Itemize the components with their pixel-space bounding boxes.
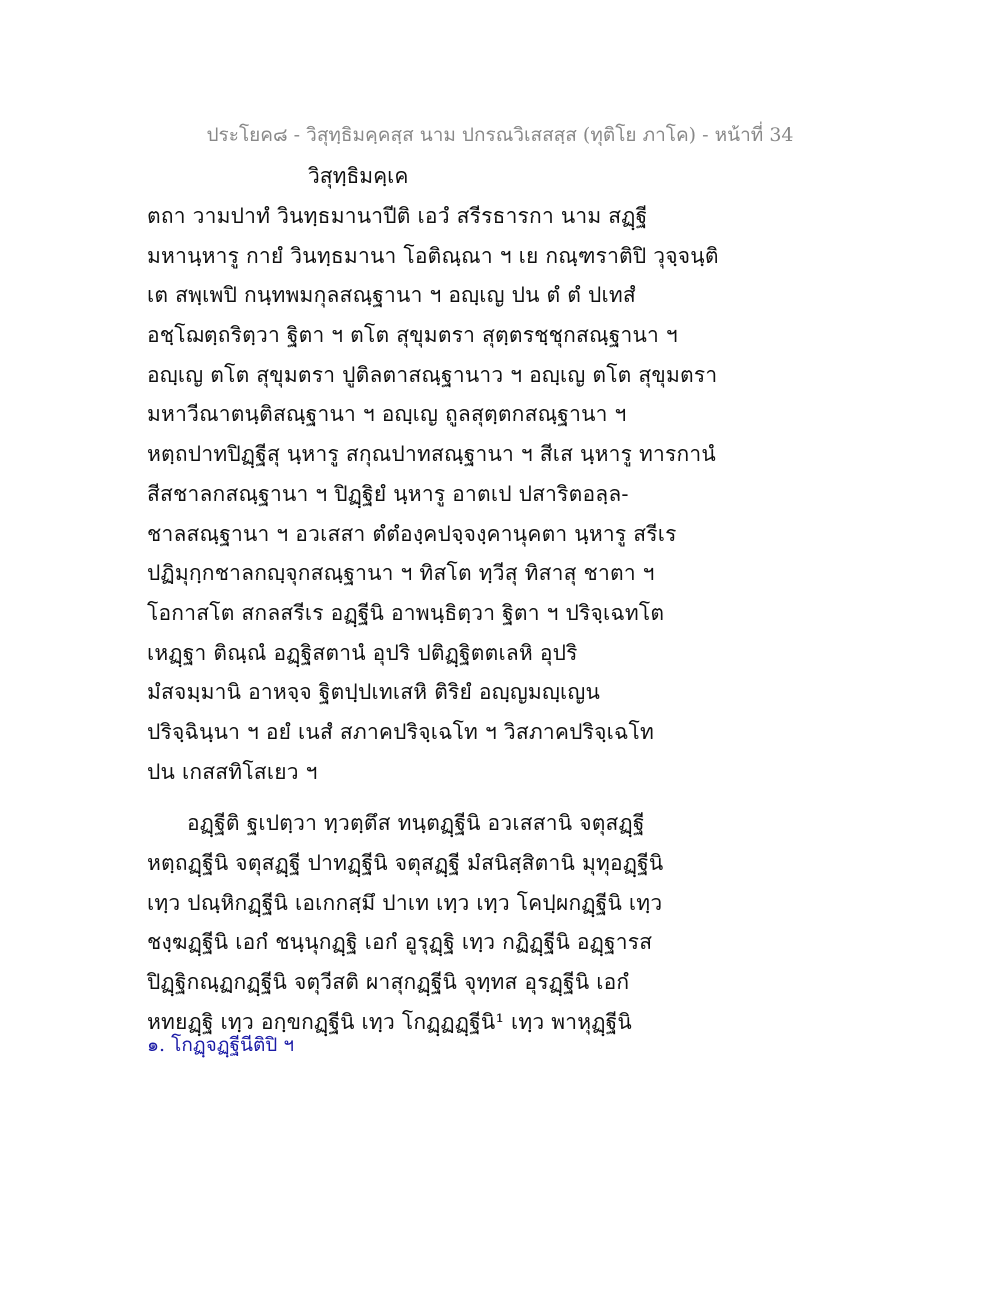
page-header: ประโยค๘ - วิสุทฺธิมคฺคสฺส นาม ปกรณวิเสสสฺส (ทุติโย ภาโค) - หน้าที่ 34 [206, 124, 794, 146]
text-line: ปน เกสสทิโสเยว ฯ [147, 759, 318, 784]
paragraph-2 [147, 804, 687, 1042]
text-line: ปฏิมุกฺกชาลกญฺจุกสณฺฐานา ฯ ทิสโต ทฺวีสุ ทิสาสุ ชาตา ฯ [147, 561, 655, 586]
text-line: อญฺเญ ตโต สุขุมตรา ปูติลตาสณฺฐานาว ฯ อญฺเญ ตโต สุขุมตรา [147, 362, 718, 387]
footnote: ๑. โกฏฺจฏฺฐีนีติปิ ฯ [147, 1034, 295, 1056]
text-line: ปิฏฺฐิกณฺฏกฏฺฐีนิ จตุวีสติ ผาสุกฏฺฐีนิ จุทฺทส อุรฏฺฐีนิ เอกํ [147, 970, 630, 995]
text-line: อชฺโฌตฺถริตฺวา ฐิตา ฯ ตโต สุขุมตรา สุตฺตรชฺชุกสณฺฐานา ฯ [147, 323, 678, 348]
text-line: อฏฺฐีติ ฐเปตฺวา ทฺวตฺตึส ทนฺตฏฺฐีนิ อวเสสานิ จตุสฏฺฐี [187, 811, 645, 836]
text-line: เต สพฺเพปิ กนฺทพมกุลสณฺฐานา ฯ อญฺเญ ปน ตํ ตํ ปเทสํ [147, 283, 636, 308]
body-text [147, 197, 719, 1042]
text-line: หตฺถฏฺฐีนิ จตุสฏฺฐี ปาทฏฺฐีนิ จตุสฏฺฐี มํสนิสฺสิตานิ มุทุอฏฺฐีนิ [147, 851, 664, 875]
text-line: สีสชาลกสณฺฐานา ฯ ปิฏฺฐิยํ นฺหารู อาตเป ปสาริตอลฺล- [147, 481, 629, 506]
text-line: เทฺว ปณฺหิกฏฺฐีนิ เอเกกสฺมึ ปาเท เทฺว เทฺว โคปฺผกฏฺฐีนิ เทฺว [147, 890, 663, 915]
text-line: มํสจมฺมานิ อาหจฺจ ฐิตปฺปเทเสหิ ติริยํ อญฺญมญฺเญน [147, 680, 601, 705]
text-line: มหานฺหารู กายํ วินทฺธมานา โอติณฺณา ฯ เย กณฺฑราติปิ วุจฺจนฺติ [147, 243, 719, 268]
text-line: หทยฏฺฐิ เทฺว อกฺขกฏฺฐีนิ เทฺว โกฏฺฏฏฺฐีนิ¹ เทฺว พาหุฏฺฐีนิ [147, 1009, 632, 1034]
text-line: โอกาสโต สกลสรีเร อฏฺฐีนิ อาพนฺธิตฺวา ฐิตา ฯ ปริจฺเฉทโต [147, 600, 665, 625]
text-line: หตฺถปาทปิฏฺฐีสุ นฺหารู สกุณปาทสณฺฐานา ฯ สีเส นฺหารู ทารกานํ [147, 442, 716, 467]
text-line: เหฏฺฐา ติณฺณํ อฏฺฐิสตานํ อุปริ ปติฏฺฐิตตเลหิ อุปริ [147, 640, 578, 665]
paragraph-1 [147, 197, 719, 792]
text-line: ตถา วามปาทํ วินทฺธมานาปีติ เอวํ สรีรธารกา นาม สฏฺฐี [147, 204, 648, 228]
text-line: ปริจฺฉินฺนา ฯ อยํ เนสํ สภาคปริจฺเฉโท ฯ วิสภาคปริจฺเฉโท [147, 719, 655, 744]
text-line: มหาวีณาตนฺติสณฺฐานา ฯ อญฺเญ ถูลสุตฺตกสณฺฐานา ฯ [147, 402, 627, 427]
section-title: วิสุทฺธิมคฺเค [308, 164, 409, 188]
text-line: ชงฺฆฏฺฐีนิ เอกํ ชนฺนุกฏฺฐิ เอกํ อูรุฏฺฐิ เทฺว กฏิฏฺฐีนิ อฏฺฐารส [147, 930, 653, 955]
text-line: ชาลสณฺฐานา ฯ อวเสสา ตํตํองฺคปจฺจงฺคานุคตา นฺหารู สรีเร [147, 521, 677, 546]
paragraph-gap [147, 792, 687, 804]
